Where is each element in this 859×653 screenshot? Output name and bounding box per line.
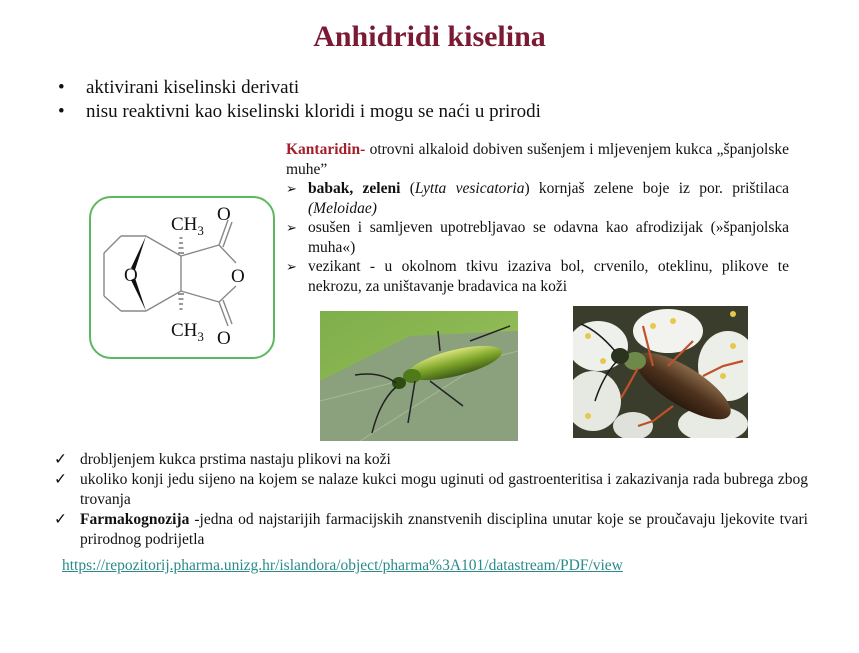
brown-beetle-photo xyxy=(573,306,748,438)
svg-text:O: O xyxy=(217,328,231,349)
arrow-bullet-icon: ➢ xyxy=(286,220,297,235)
brown-beetle-image-icon xyxy=(573,306,748,438)
green-beetle-photo xyxy=(320,311,518,441)
bullet-text: nisu reaktivni kao kiselinski kloridi i mogu se naći u prirodi xyxy=(86,101,541,122)
green-beetle-image-icon xyxy=(320,311,518,441)
checklist-item: ✓ ukoliko konji jedu sijeno na kojem se nalaze kukci mogu uginuti od gastroenteritisa i zakazivanja rada bubrega zbog trovanja xyxy=(54,471,808,508)
item-bold: babak, zeleni xyxy=(308,180,401,197)
farmakognozija-term: Farmakognozija xyxy=(80,511,190,528)
kantaridin-item: ➢ osušen i samljeven upotrebljavao se odavna kao afrodizijak (»španjolska muha«) xyxy=(286,219,789,256)
bullet-dot: • xyxy=(58,101,65,122)
slide-title: Anhidridi kiselina xyxy=(313,20,546,53)
arrow-bullet-icon: ➢ xyxy=(286,259,297,274)
kantaridin-lead xyxy=(286,140,789,179)
kantaridin-lead-text: otrovni alkaloid dobiven sušenjem i mljevenjem kukca „španjolske muhe” xyxy=(286,141,789,178)
checklist-item: ✓ drobljenjem kukca prstima nastaju plikovi na koži xyxy=(54,451,391,468)
svg-text:O: O xyxy=(231,266,245,287)
bullet-text: aktivirani kiselinski derivati xyxy=(86,77,300,98)
kantaridin-item: ➢ vezikant - u okolnom tkivu izaziva bol, crvenilo, oteklinu, plikove te nekrozu, za uništavanje bradavica na koži xyxy=(286,258,789,295)
kantaridin-description xyxy=(286,140,789,296)
checkmark-icon: ✓ xyxy=(54,451,67,468)
checkmark-icon: ✓ xyxy=(54,511,67,528)
bullet-dot: • xyxy=(58,77,65,98)
kantaridin-item: ➢ babak, zeleni (Lytta vesicatoria) kornjaš zelene boje iz por. prištilaca (Meloidae) xyxy=(286,180,789,217)
cantharidin-structure xyxy=(89,196,275,359)
arrow-bullet-icon: ➢ xyxy=(286,181,297,196)
bullet-item xyxy=(58,76,541,100)
bullet-item xyxy=(58,100,541,124)
checkmark-icon: ✓ xyxy=(54,471,67,488)
svg-text:O: O xyxy=(124,265,138,286)
svg-text:CH3: $CH_3$ xyxy=(171,320,204,344)
chemical-structure-icon xyxy=(91,198,273,357)
species-name: Lytta vesicatoria xyxy=(414,180,525,197)
family-name: (Meloidae) xyxy=(308,199,377,217)
kantaridin-term: Kantaridin- xyxy=(286,141,366,158)
source-link[interactable]: https://repozitorij.pharma.unizg.hr/islandora/object/pharma%3A101/datastream/PDF/view xyxy=(62,557,623,574)
svg-text:O: O xyxy=(217,204,231,225)
checklist-item: ✓ Farmakognozija -jedna od najstarijih farmacijskih znanstvenih disciplina unutar koje se proučavaju ljekovite tvari prirodnog podrijetla xyxy=(54,511,808,548)
svg-text:CH3: $CH_3$ xyxy=(171,214,204,238)
bottom-checklist xyxy=(54,450,808,550)
top-bullet-list xyxy=(58,76,541,124)
